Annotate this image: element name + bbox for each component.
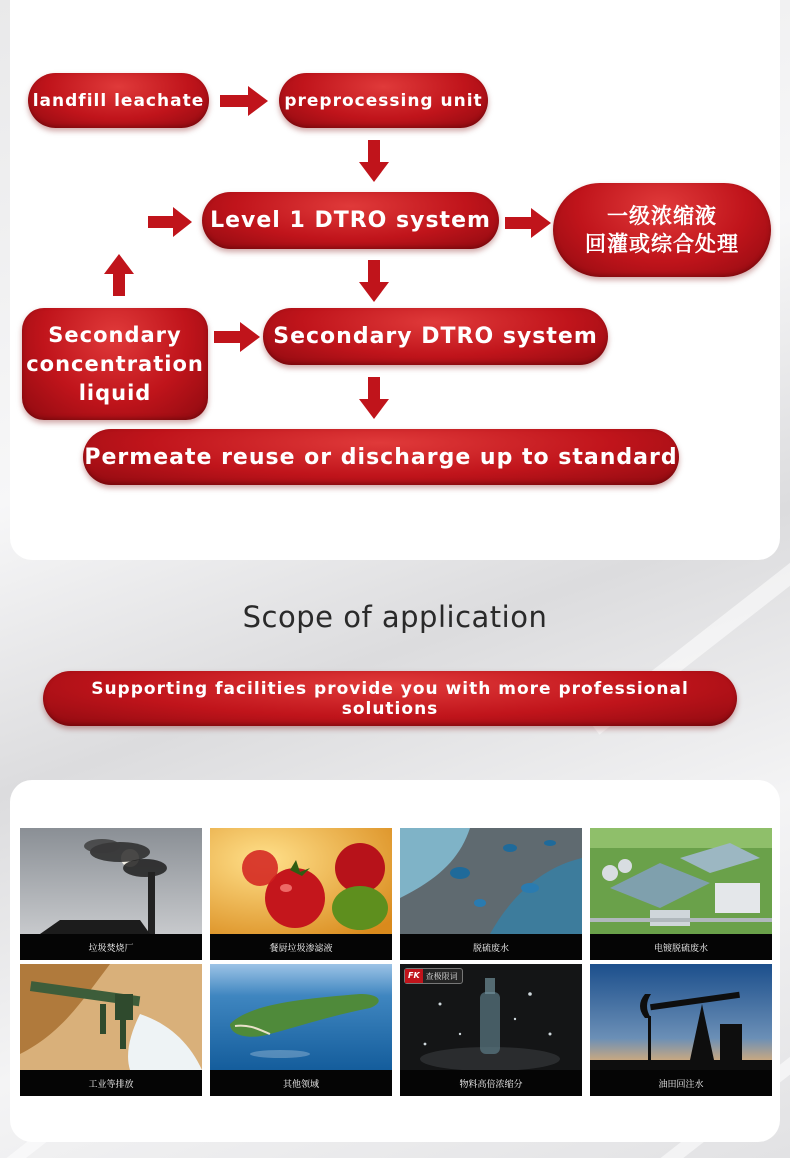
arrow-up-icon (104, 254, 134, 296)
landfill-leachate-node: landfill leachate (28, 73, 209, 128)
application-tile-industrial-discharge[interactable] (20, 964, 202, 1096)
section-title: Scope of application (242, 600, 548, 634)
secondary-dtro-node: Secondary DTRO system (263, 308, 608, 365)
permeate-output-node: Permeate reuse or discharge up to standard (83, 429, 679, 485)
tile-caption: 餐厨垃圾渗滤液 (210, 934, 392, 960)
arrow-right-icon (214, 322, 260, 352)
application-tile-oilfield-reinjection[interactable] (590, 964, 772, 1096)
polluted-water-aerial-image (400, 828, 582, 934)
tile-caption: 物料高倍浓缩分 (400, 1070, 582, 1096)
concentrate-recirculation-node (553, 183, 771, 277)
island-coast-image (210, 964, 392, 1070)
application-tile-other-fields[interactable] (210, 964, 392, 1096)
incinerator-smokestack-image (20, 828, 202, 934)
concentrate-line-1: 一级浓缩液 (607, 204, 717, 228)
discharge-pipe-image (20, 964, 202, 1070)
process-flow-card (10, 0, 780, 560)
applications-card (10, 780, 780, 1142)
arrow-down-icon (359, 260, 389, 302)
concentrate-line-2: 回灌或综合处理 (585, 232, 739, 256)
application-tile-high-concentration[interactable] (400, 964, 582, 1096)
tile-caption: 其他领域 (210, 1070, 392, 1096)
arrow-right-icon (505, 208, 551, 238)
badge-text: 查极限词 (425, 971, 458, 981)
badge-logo: FK (405, 969, 423, 983)
tagline-banner: Supporting facilities provide you with more professional solutions (43, 671, 737, 726)
application-tile-desulfurization[interactable] (400, 828, 582, 960)
preprocessing-unit-node: preprocessing unit (279, 73, 488, 128)
arrow-right-icon (148, 207, 192, 237)
oil-pump-sunset-image (590, 964, 772, 1070)
tile-caption: 脱硫废水 (400, 934, 582, 960)
tomatoes-food-image (210, 828, 392, 934)
application-tile-incinerator[interactable] (20, 828, 202, 960)
tile-caption: 工业等排放 (20, 1070, 202, 1096)
tile-caption: 垃圾焚烧厂 (20, 934, 202, 960)
arrow-down-icon (359, 140, 389, 182)
tile-caption: 油田回注水 (590, 1070, 772, 1096)
secondary-concentration-liquid-node: Secondary concentration liquid (22, 308, 208, 420)
watermark-badge (404, 968, 463, 984)
application-tile-kitchen-waste[interactable] (210, 828, 392, 960)
application-tile-electroplating[interactable] (590, 828, 772, 960)
arrow-right-icon (220, 86, 268, 116)
tile-caption: 电镀脱硫废水 (590, 934, 772, 960)
treatment-plant-aerial-image (590, 828, 772, 934)
level1-dtro-node: Level 1 DTRO system (202, 192, 499, 249)
arrow-down-icon (359, 377, 389, 419)
